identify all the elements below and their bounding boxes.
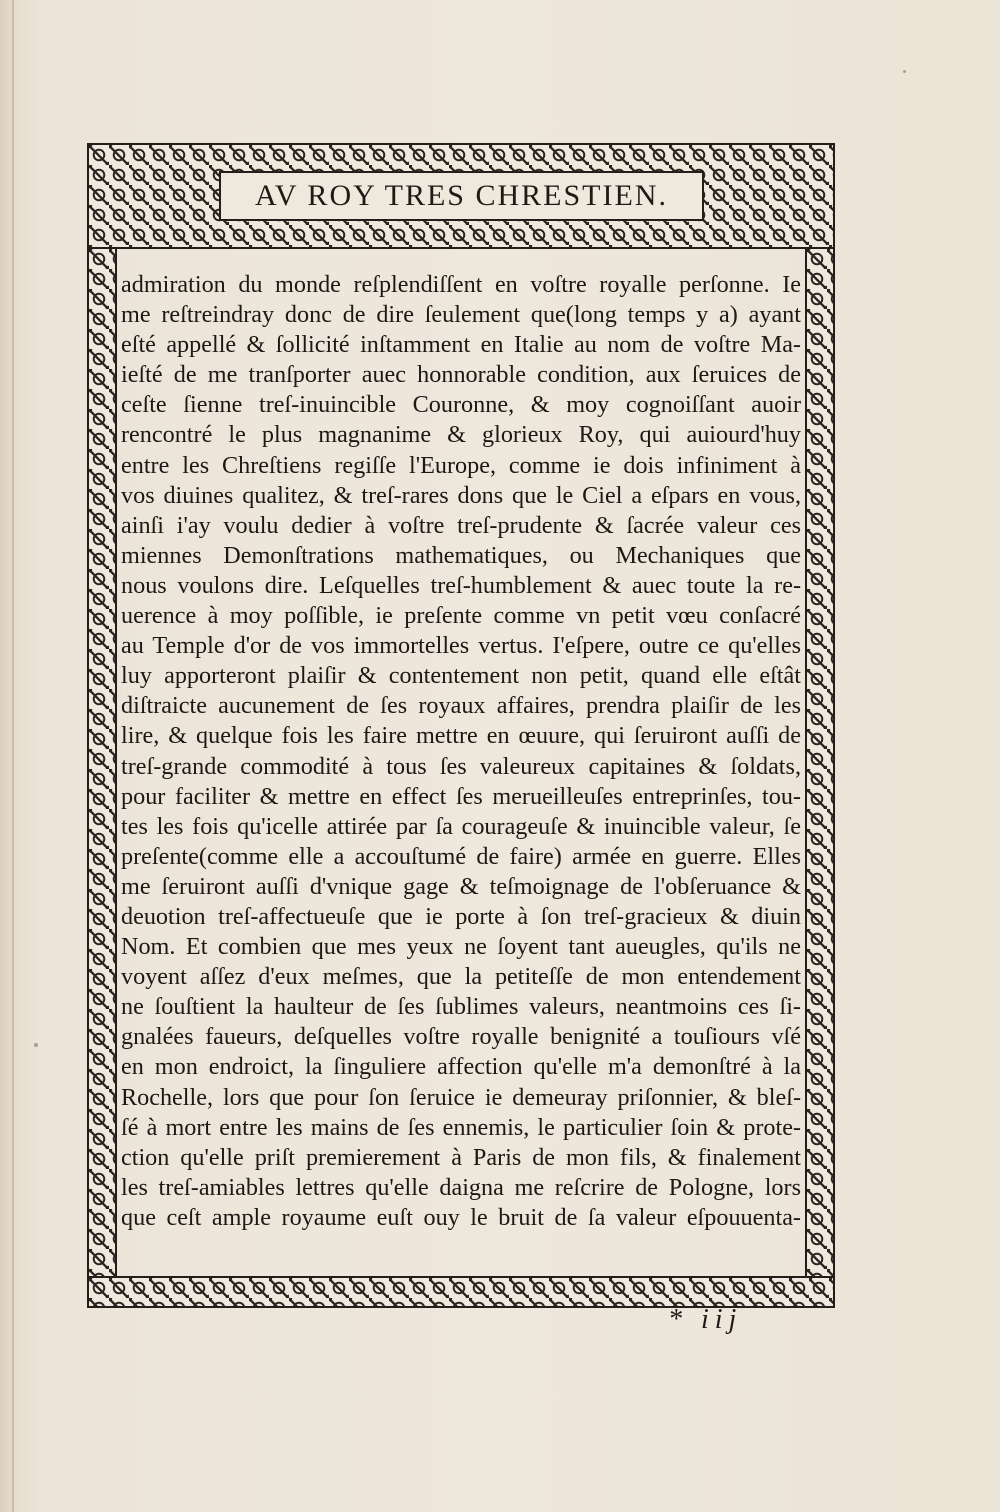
text-line: nous voulons dire. Leſquelles treſ-humblement & auec toute la re- [121, 571, 801, 599]
text-line: ieſté de me tranſporter auec honnorable condition, aux ſeruices de [121, 361, 801, 389]
frame-left-border [87, 247, 117, 1278]
text-line: pour faciliter & mettre en effect ſes merueilleuſes entreprinſes, tou- [121, 782, 801, 810]
page-title: AV ROY TRES CHRESTIEN. [255, 179, 668, 212]
text-line: ction qu'elle priſt premierement à Paris de mon fils, & finalement [121, 1143, 801, 1171]
text-line: Rochelle, lors que pour ſon ſeruice ie demeuray priſonnier, & bleſ- [121, 1083, 801, 1111]
page-gutter [12, 0, 14, 1512]
text-line: lire, & quelque fois les faire mettre en œuure, qui ſeruiront auſſi de [121, 722, 801, 750]
text-line: en mon endroict, la ſinguliere affection qu'elle m'a demonſtré à la [121, 1053, 801, 1081]
text-line: luy apporteront plaiſir & contentement non petit, quand elle eſtât [121, 662, 801, 690]
frame-right-border [805, 247, 835, 1278]
text-line: me ſeruiront auſſi d'vnique gage & teſmoignage de l'obſeruance & [121, 872, 801, 900]
text-line: ne ſouſtient la haulteur de ſes ſublimes valeurs, neantmoins ces ſi- [121, 993, 801, 1021]
text-line: au Temple d'or de vos immortelles vertus. I'eſpere, outre ce qu'elles [121, 632, 801, 660]
text-line: admiration du monde reſplendiſſent en voſtre royalle perſonne. Ie [121, 271, 801, 298]
text-line: voyent aſſez d'eux meſmes, que la petiteſſe de mon entendement [121, 963, 801, 991]
text-line: diſtraicte aucunement de ſes royaux affaires, prendra plaiſir de les [121, 692, 801, 720]
text-line: entre les Chreſtiens regiſſe l'Europe, comme ie dois infiniment à [121, 451, 801, 479]
text-line: eſté appellé & ſollicité inſtamment en Italie au nom de voſtre Ma- [121, 331, 801, 359]
paper-speck [34, 1043, 38, 1047]
text-line: Nom. Et combien que mes yeux ne ſoyent tant aueugles, qu'ils ne [121, 933, 801, 961]
text-line: que ceſt ample royaume euſt ouy le bruit de ſa valeur eſpouuenta- [121, 1203, 801, 1231]
text-line: ceſte ſienne treſ-inuincible Couronne, & moy cognoiſſant auoir [121, 391, 801, 419]
text-line: treſ-grande commodité à tous ſes valeureux capitaines & ſoldats, [121, 752, 801, 780]
text-line: tes les fois qu'icelle attirée par ſa courageuſe & inuincible valeur, ſe [121, 812, 801, 840]
frame-top-border [87, 143, 835, 249]
body-text [121, 270, 801, 1233]
text-line: rencontré le plus magnanime & glorieux Roy, qui auiourd'huy [121, 421, 801, 449]
text-line: ſé à mort entre les mains de ſes ennemis, le particulier ſoin & prote- [121, 1113, 801, 1141]
text-line: me reſtreindray donc de dire ſeulement que(long temps y a) ayant [121, 301, 801, 329]
text-line: les treſ-amiables lettres qu'elle daigna me reſcrire de Pologne, lors [121, 1173, 801, 1201]
text-line: vos diuines qualitez, & treſ-rares dons que le Ciel a eſpars en vous, [121, 481, 801, 509]
text-line: uerence à moy poſſible, ie preſente comme vn petit vœu conſacré [121, 602, 801, 630]
text-line: ainſi i'ay voulu dedier à voſtre treſ-prudente & ſacrée valeur ces [121, 511, 801, 539]
signature-mark: * iij [668, 1304, 743, 1335]
title-cartouche [219, 171, 704, 221]
text-line: gnalées faueurs, deſquelles voſtre royalle benignité a touſiours vſé [121, 1023, 801, 1051]
text-line: miennes Demonſtrations mathematiques, ou Mechaniques que [121, 541, 801, 569]
paper-speck [903, 70, 906, 73]
text-line: deuotion treſ-affectueuſe que ie porte à ſon treſ-gracieux & diuin [121, 902, 801, 930]
text-line: preſente(comme elle a accouſtumé de faire) armée en guerre. Elles [121, 842, 801, 870]
